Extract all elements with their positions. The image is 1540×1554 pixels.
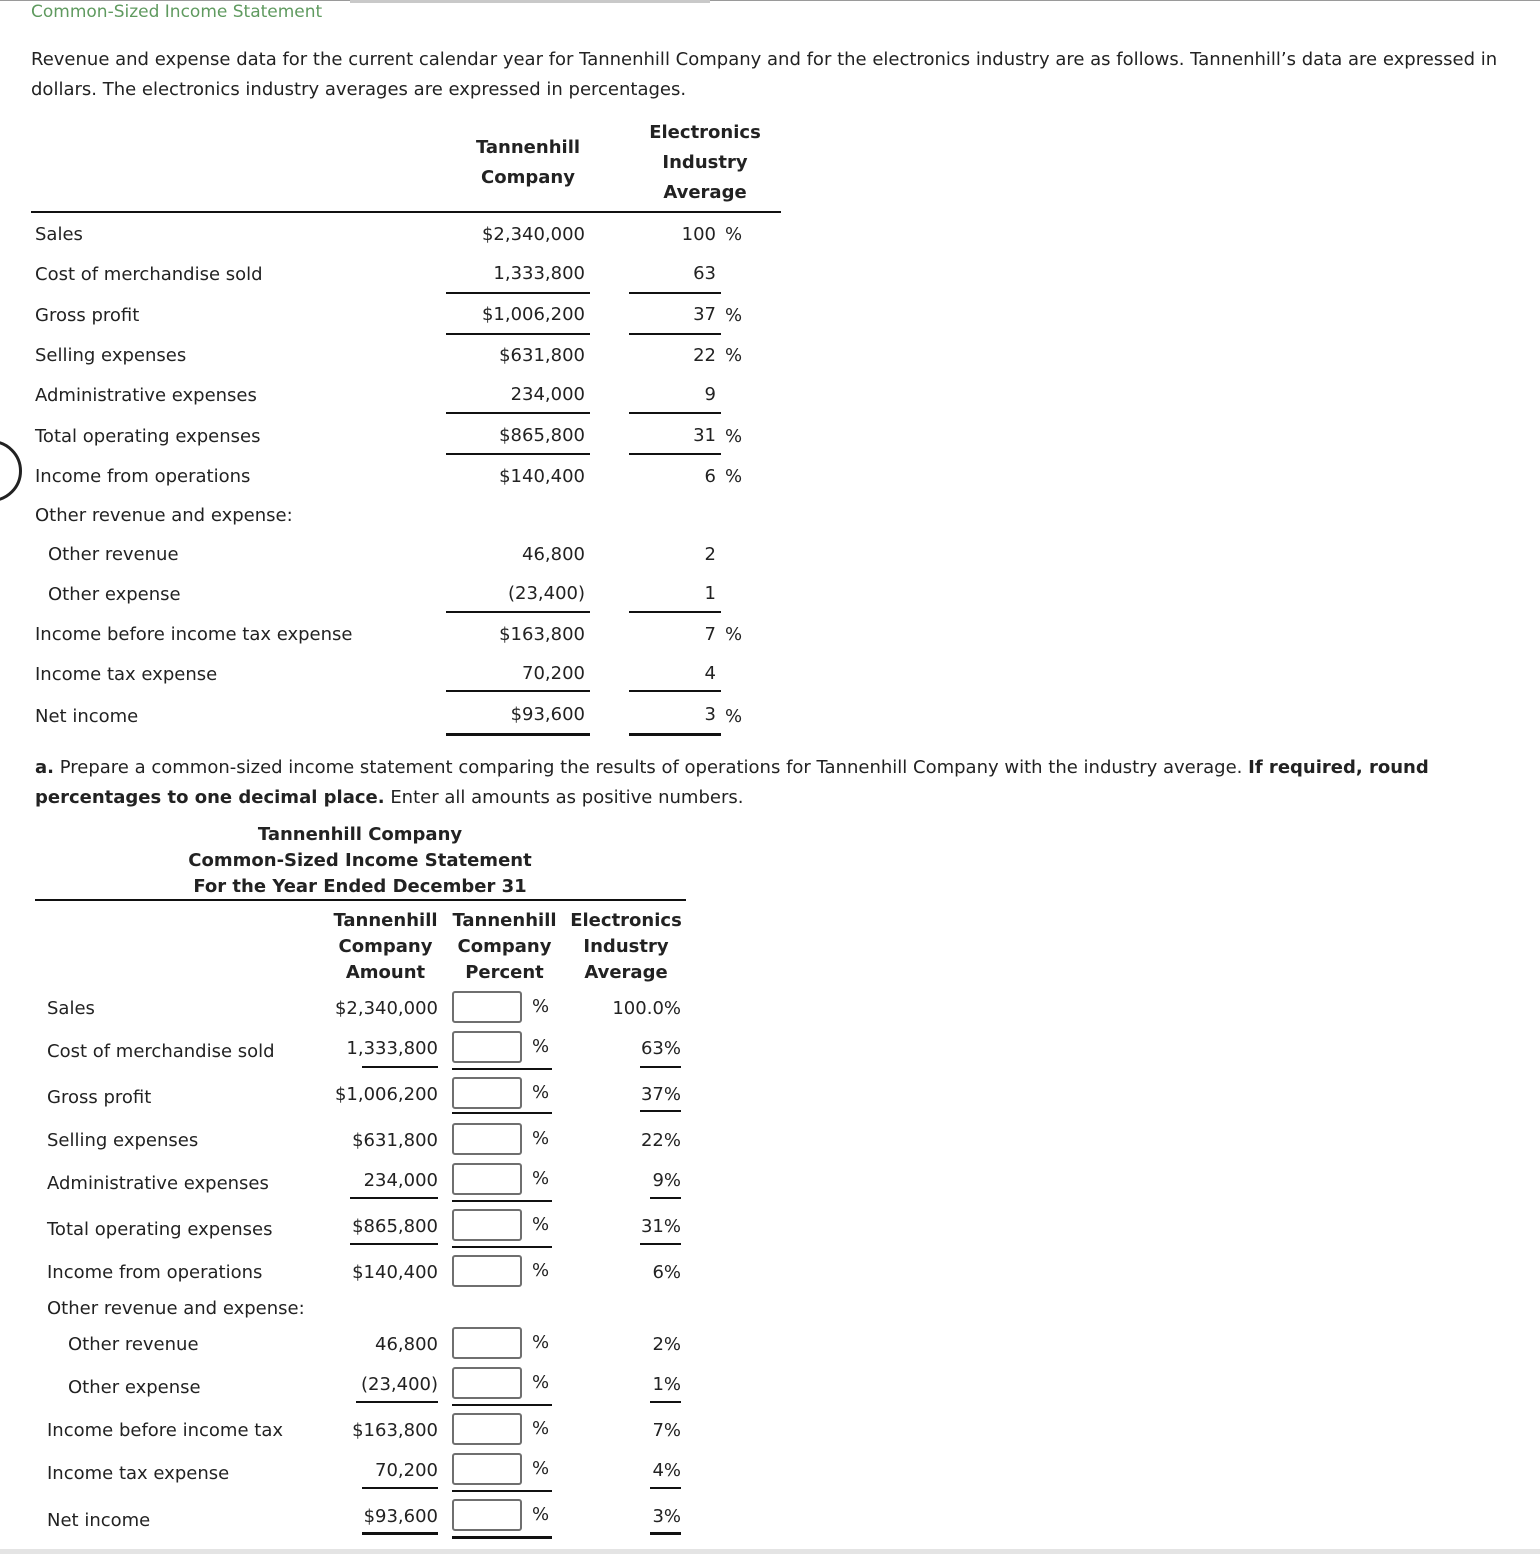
row-amount: 46,800: [522, 544, 585, 565]
row-average: 1: [704, 583, 716, 604]
total-rule: [446, 733, 590, 736]
percent-sign: %: [725, 624, 743, 645]
row-label: Total operating expenses: [35, 426, 261, 447]
stmt-row-label: Administrative expenses: [47, 1173, 269, 1194]
income-before-tax-percent-input[interactable]: [452, 1413, 522, 1445]
subtotal-rule: [362, 1487, 438, 1489]
row-average: 31: [693, 425, 716, 446]
subtotal-rule: [629, 292, 721, 294]
stmt-row-amount: 70,200: [375, 1460, 438, 1481]
gross-profit-percent-input[interactable]: [452, 1077, 522, 1109]
total-rule: [650, 1532, 681, 1535]
subtotal-rule: [446, 412, 590, 414]
stmt-row-average: 2%: [652, 1334, 681, 1355]
subtotal-rule: [640, 1110, 681, 1112]
row-label: Gross profit: [35, 305, 140, 326]
subtotal-rule: [640, 1066, 681, 1068]
percent-sign: %: [532, 1418, 550, 1439]
cogs-percent-input[interactable]: [452, 1031, 522, 1063]
subtotal-rule: [452, 1246, 552, 1248]
row-average: 100: [681, 224, 716, 245]
stmt-row-average: 3%: [652, 1506, 681, 1527]
stmt-row-amount: (23,400): [360, 1374, 438, 1395]
stmt-row-label: Other revenue: [68, 1334, 199, 1355]
intro-paragraph: Revenue and expense data for the current calendar year for Tannenhill Company and for the electronics industry are as follows. Tannenhill’s data are expressed in dollars. The electronics industry averages are expressed in percentages.: [31, 49, 1498, 100]
income-tax-expense-percent-input[interactable]: [452, 1453, 522, 1485]
total-rule: [629, 733, 721, 736]
subtotal-rule: [650, 1487, 681, 1489]
stmt-row-label: Income before income tax: [47, 1420, 283, 1441]
stmt-row-average: 22%: [640, 1130, 681, 1151]
col-header-industry-avg: Electronics Industry Average: [570, 910, 682, 983]
row-amount: $2,340,000: [481, 224, 585, 245]
row-amount: $140,400: [499, 466, 585, 487]
stmt-row-average: 100.0%: [612, 998, 681, 1019]
percent-sign: %: [725, 426, 743, 447]
page-title: Common-Sized Income Statement: [31, 2, 323, 22]
stmt-row-amount: $2,340,000: [334, 998, 438, 1019]
row-amount: $1,006,200: [481, 304, 585, 325]
total-rule: [362, 1532, 438, 1535]
row-amount: $865,800: [499, 425, 585, 446]
stmt-row-average: 1%: [652, 1374, 681, 1395]
stmt-row-amount: $631,800: [352, 1130, 438, 1151]
stmt-row-amount: $140,400: [352, 1262, 438, 1283]
row-label: Cost of merchandise sold: [35, 264, 263, 285]
subtotal-rule: [629, 333, 721, 335]
stmt-row-amount: 234,000: [363, 1170, 438, 1191]
percent-sign: %: [532, 1036, 550, 1057]
stmt-row-average: 9%: [652, 1170, 681, 1191]
subtotal-rule: [350, 1197, 438, 1199]
percent-sign: %: [532, 1458, 550, 1479]
row-label: Other revenue: [48, 544, 179, 565]
administrative-expenses-percent-input[interactable]: [452, 1163, 522, 1195]
stmt-section-label: Other revenue and expense:: [47, 1298, 305, 1319]
row-label: Income before income tax expense: [35, 624, 353, 645]
col-header-industry-average: Electronics Industry Average: [649, 122, 761, 203]
row-average: 9: [704, 384, 716, 405]
percent-sign: %: [532, 1082, 550, 1103]
percent-sign: %: [532, 1168, 550, 1189]
subtotal-rule: [356, 1401, 438, 1403]
top-tab-shadow: [350, 0, 710, 3]
row-amount: 1,333,800: [493, 263, 585, 284]
subtotal-rule: [446, 292, 590, 294]
percent-sign: %: [725, 305, 743, 326]
stmt-row-label: Total operating expenses: [47, 1219, 273, 1240]
subtotal-rule: [629, 690, 721, 692]
subtotal-rule: [452, 1068, 552, 1070]
percent-sign: %: [725, 706, 743, 727]
row-average: 63: [693, 263, 716, 284]
stmt-row-average: 37%: [640, 1084, 681, 1105]
stmt-row-label: Income from operations: [47, 1262, 263, 1283]
row-amount: $631,800: [499, 345, 585, 366]
stmt-row-label: Other expense: [68, 1377, 201, 1398]
statement-header-rule: [35, 899, 686, 901]
section-label: Other revenue and expense:: [35, 505, 293, 526]
subtotal-rule: [629, 611, 721, 613]
stmt-row-amount: $1,006,200: [334, 1084, 438, 1105]
percent-sign: %: [725, 345, 743, 366]
income-from-operations-percent-input[interactable]: [452, 1255, 522, 1287]
sales-percent-input[interactable]: [452, 991, 522, 1023]
subtotal-rule: [629, 412, 721, 414]
percent-sign: %: [725, 466, 743, 487]
col-header-amount: Tannenhill Company Amount: [333, 910, 438, 983]
row-average: 3: [704, 704, 716, 725]
subtotal-rule: [362, 1066, 438, 1068]
percent-sign: %: [532, 1372, 550, 1393]
other-expense-percent-input[interactable]: [452, 1367, 522, 1399]
circle-marker: [0, 440, 22, 502]
stmt-row-label: Gross profit: [47, 1087, 152, 1108]
total-operating-expenses-percent-input[interactable]: [452, 1209, 522, 1241]
row-label: Sales: [35, 224, 83, 245]
col-header-percent: Tannenhill Company Percent: [452, 910, 557, 983]
subtotal-rule: [452, 1404, 552, 1406]
row-average: 22: [693, 345, 716, 366]
percent-sign: %: [532, 996, 550, 1017]
subtotal-rule: [650, 1197, 681, 1199]
total-rule: [452, 1536, 552, 1539]
statement-company: Tannenhill Company: [257, 824, 463, 845]
subtotal-rule: [640, 1243, 681, 1245]
percent-sign: %: [532, 1260, 550, 1281]
percent-sign: %: [532, 1128, 550, 1149]
stmt-row-amount: $163,800: [352, 1420, 438, 1441]
stmt-row-amount: $93,600: [363, 1506, 438, 1527]
subtotal-rule: [350, 1243, 438, 1245]
percent-sign: %: [532, 1504, 550, 1525]
row-amount: 70,200: [522, 663, 585, 684]
subtotal-rule: [446, 690, 590, 692]
selling-expenses-percent-input[interactable]: [452, 1123, 522, 1155]
stmt-row-average: 4%: [652, 1460, 681, 1481]
subtotal-rule: [452, 1200, 552, 1202]
part-a-instructions: a. Prepare a common-sized income statement comparing the results of operations for Tannenhill Company with the industry average. If required, round percentages to one decimal place. Enter all amounts as positive numbers.: [35, 757, 1429, 808]
subtotal-rule: [629, 453, 721, 455]
bottom-scroll-shadow: [0, 1549, 1540, 1554]
other-revenue-percent-input[interactable]: [452, 1327, 522, 1359]
stmt-row-label: Net income: [47, 1510, 151, 1531]
stmt-row-average: 63%: [640, 1038, 681, 1059]
subtotal-rule: [446, 453, 590, 455]
stmt-row-label: Selling expenses: [47, 1130, 199, 1151]
net-income-percent-input[interactable]: [452, 1499, 522, 1531]
stmt-row-label: Income tax expense: [47, 1463, 230, 1484]
subtotal-rule: [446, 333, 590, 335]
statement-period: For the Year Ended December 31: [193, 876, 527, 897]
row-average: 2: [704, 544, 716, 565]
subtotal-rule: [452, 1490, 552, 1492]
row-amount: $163,800: [499, 624, 585, 645]
percent-sign: %: [532, 1214, 550, 1235]
stmt-row-amount: $865,800: [352, 1216, 438, 1237]
stmt-row-label: Sales: [47, 998, 95, 1019]
subtotal-rule: [452, 1112, 552, 1114]
row-average: 6: [704, 466, 716, 487]
row-average: 4: [704, 663, 716, 684]
col-header-tannenhill-company: Tannenhill Company: [475, 137, 581, 188]
stmt-row-average: 31%: [640, 1216, 681, 1237]
row-label: Administrative expenses: [35, 385, 257, 406]
row-average: 37: [693, 304, 716, 325]
percent-sign: %: [532, 1332, 550, 1353]
header-rule: [31, 211, 781, 213]
subtotal-rule: [650, 1401, 681, 1403]
row-amount: (23,400): [507, 583, 585, 604]
row-amount: $93,600: [510, 704, 585, 725]
row-label: Net income: [35, 706, 139, 727]
percent-sign: %: [725, 224, 743, 245]
row-amount: 234,000: [510, 384, 585, 405]
row-label: Income tax expense: [35, 664, 218, 685]
row-label: Selling expenses: [35, 345, 187, 366]
stmt-row-amount: 46,800: [375, 1334, 438, 1355]
stmt-row-average: 7%: [652, 1420, 681, 1441]
stmt-row-label: Cost of merchandise sold: [47, 1041, 275, 1062]
row-label: Income from operations: [35, 466, 251, 487]
stmt-row-amount: 1,333,800: [346, 1038, 438, 1059]
top-divider: [0, 0, 1540, 1]
row-average: 7: [704, 624, 716, 645]
statement-title: Common-Sized Income Statement: [188, 850, 532, 871]
subtotal-rule: [446, 611, 590, 613]
stmt-row-average: 6%: [652, 1262, 681, 1283]
row-label: Other expense: [48, 584, 181, 605]
